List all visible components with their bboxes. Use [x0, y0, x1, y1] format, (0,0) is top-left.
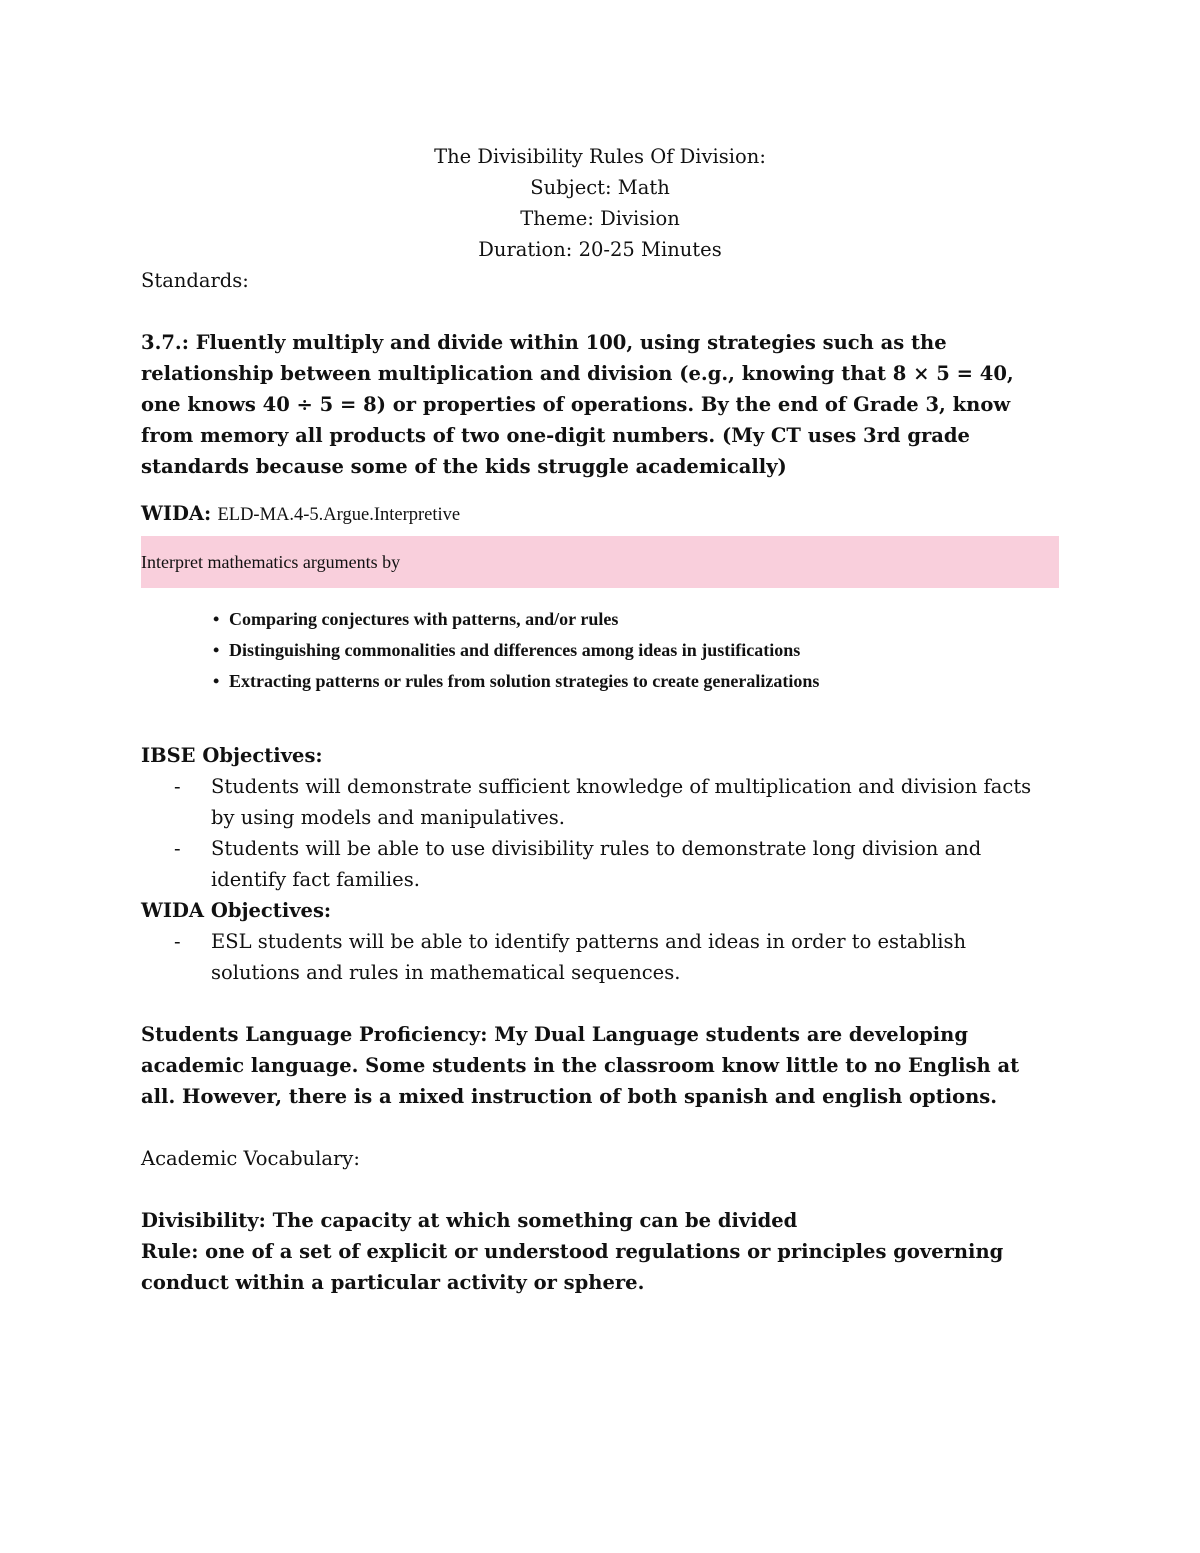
wida-label: WIDA: — [141, 502, 212, 525]
wida-highlight-box — [141, 536, 1059, 588]
wida-objectives-heading: WIDA Objectives: — [141, 899, 332, 922]
objective-text: Students will demonstrate sufficient knowledge of multiplication and division facts by using models and manipulatives. — [211, 775, 1032, 829]
standards-text: 3.7.: Fluently multiply and divide within 100, using strategies such as the relationship between multiplication and division (e.g., knowing that 8 × 5 = 40, one knows 40 ÷ 5 = 8) or properties of operations. By the end of Grade 3, know from memory all products of two one-digit numbers. (My CT uses 3rd grade standards because some of the kids struggle academically) — [141, 331, 1014, 478]
wida-line — [141, 498, 1059, 531]
list-item — [213, 604, 1059, 635]
dash-icon: - — [174, 930, 181, 953]
lesson-theme: Theme: Division — [520, 207, 680, 230]
lesson-subject: Subject: Math — [530, 176, 670, 199]
lesson-title: The Divisibility Rules Of Division: — [434, 145, 766, 168]
standards-heading: Standards: — [141, 269, 249, 292]
list-item — [141, 833, 1059, 895]
list-item — [141, 771, 1059, 833]
ibse-heading: IBSE Objectives: — [141, 744, 323, 767]
dash-icon: - — [174, 837, 181, 860]
document-content — [141, 141, 1059, 1298]
bullet-text: Comparing conjectures with patterns, and/or rules — [229, 609, 619, 629]
vocab-divisibility: Divisibility: The capacity at which something can be divided — [141, 1209, 798, 1232]
wida-highlight-text: Interpret mathematics arguments by — [141, 552, 401, 572]
title-block — [141, 141, 1059, 265]
vocabulary-heading: Academic Vocabulary: — [141, 1147, 360, 1170]
wida-code: ELD-MA.4-5.Argue.Interpretive — [217, 505, 461, 525]
list-item — [141, 926, 1059, 988]
vocab-rule: Rule: one of a set of explicit or understood regulations or principles governing conduct within a particular activity or sphere. — [141, 1240, 1004, 1294]
ibse-objectives-list — [141, 771, 1059, 895]
bullet-icon: • — [213, 609, 220, 629]
language-proficiency: Students Language Proficiency: My Dual Language students are developing academic language. Some students in the classroom know little to no English at all. However, there is a mixed instruction of both spanish and english options. — [141, 1023, 1020, 1108]
bullet-icon: • — [213, 640, 220, 660]
wida-bullet-list — [141, 604, 1059, 697]
bullet-text: Distinguishing commonalities and differences among ideas in justifications — [229, 640, 801, 660]
list-item — [213, 666, 1059, 697]
bullet-text: Extracting patterns or rules from solution strategies to create generalizations — [229, 671, 820, 691]
wida-objectives-list — [141, 926, 1059, 988]
list-item — [213, 635, 1059, 666]
dash-icon: - — [174, 775, 181, 798]
lesson-duration: Duration: 20-25 Minutes — [478, 238, 722, 261]
objective-text: ESL students will be able to identify patterns and ideas in order to establish solutions and rules in mathematical sequences. — [211, 930, 967, 984]
bullet-icon: • — [213, 671, 220, 691]
objective-text: Students will be able to use divisibility rules to demonstrate long division and identify fact families. — [211, 837, 982, 891]
